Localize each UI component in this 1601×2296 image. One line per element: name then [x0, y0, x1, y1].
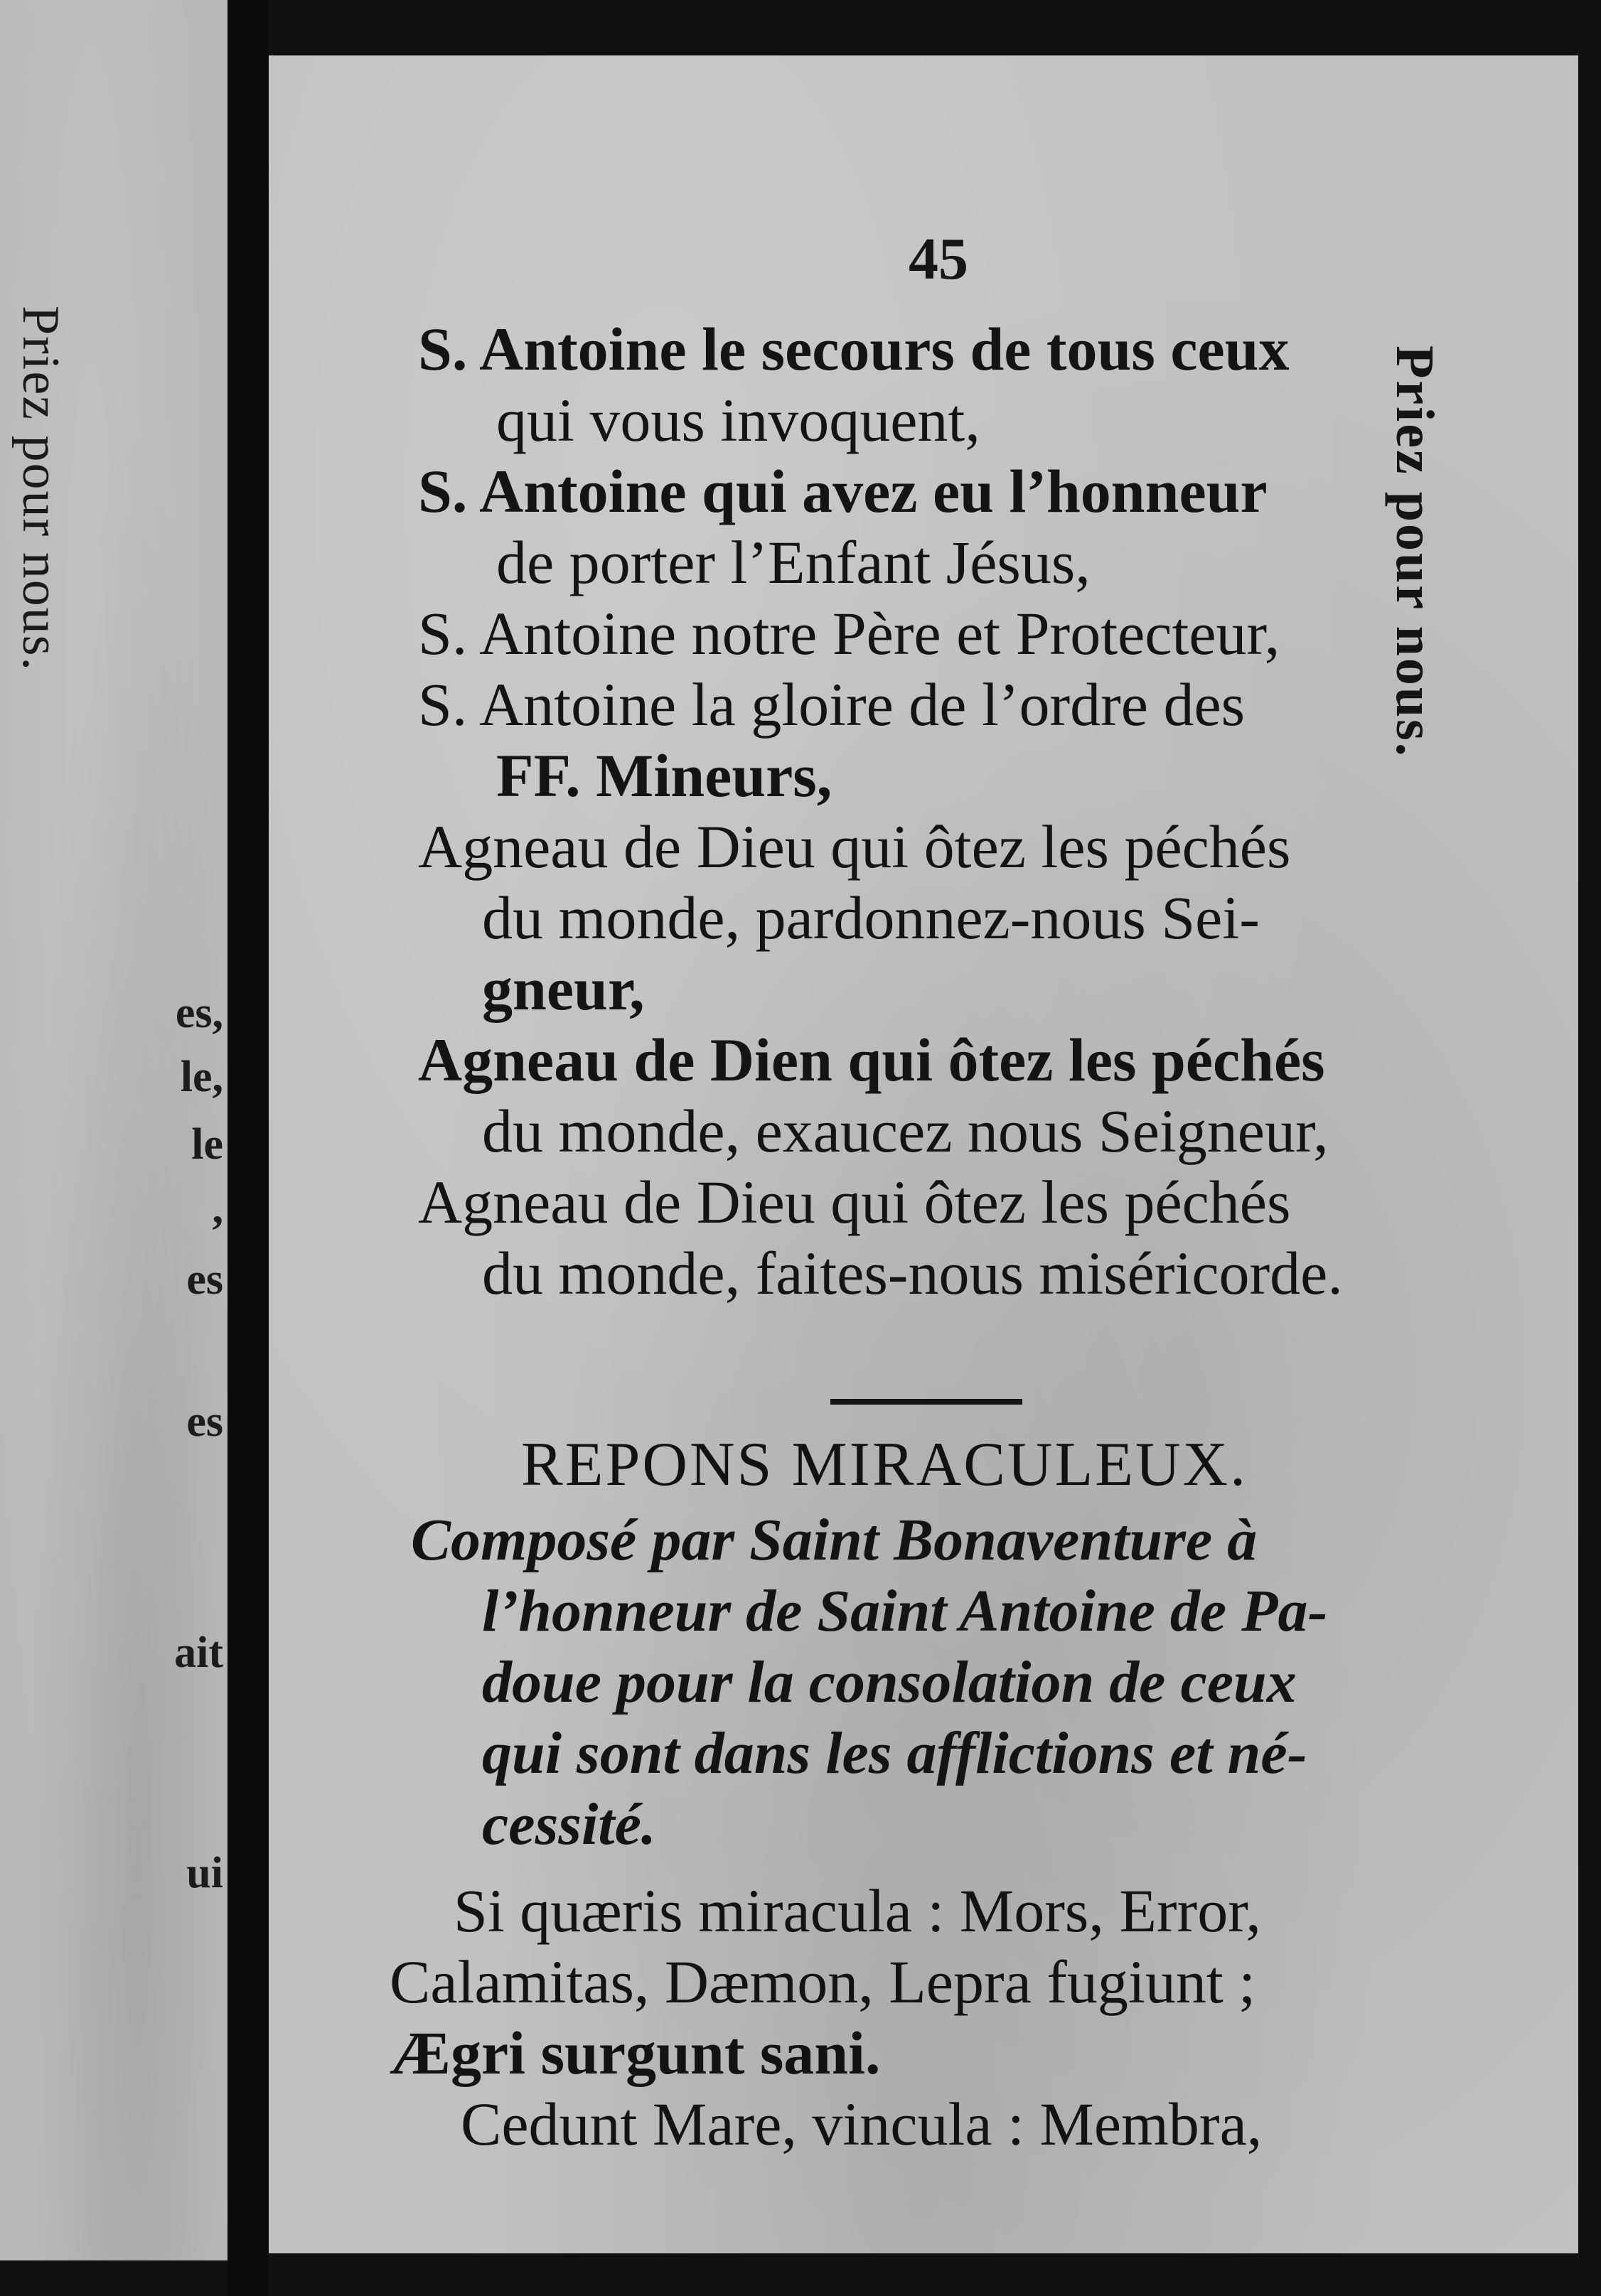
litany-line: S. Antoine la gloire de l’ordre des — [418, 670, 1246, 739]
litany-line: Agneau de Dien qui ôtez les péchés — [418, 1026, 1325, 1094]
latin-line: Ægri surgunt sani. — [390, 2019, 881, 2087]
left-page-fragment: ait — [174, 1629, 223, 1677]
caption-line: doue pour la consolation de ceux — [482, 1649, 1297, 1715]
running-head: Priez pour nous. — [1385, 345, 1445, 758]
litany-line: Agneau de Dieu qui ôtez les péchés — [418, 812, 1291, 881]
latin-line: Cedunt Mare, vincula : Membra, — [461, 2090, 1263, 2158]
page-gutter — [227, 0, 269, 2296]
left-running-head: Priez pour nous. — [11, 306, 70, 672]
litany-line: Agneau de Dieu qui ôtez les péchés — [418, 1168, 1291, 1236]
left-page-fragment: le — [191, 1120, 223, 1169]
page-number: 45 — [909, 226, 968, 292]
litany-line: du monde, exaucez nous Seigneur, — [482, 1097, 1329, 1165]
litany-line: S. Antoine le secours de tous ceux — [418, 315, 1290, 383]
left-page-edge — [0, 0, 227, 2260]
latin-line: Calamitas, Dæmon, Lepra fugiunt ; — [390, 1948, 1256, 2016]
latin-line: Si quæris miracula : Mors, Error, — [454, 1877, 1261, 1945]
left-page-fragment: , — [212, 1184, 223, 1233]
litany-line: S. Antoine qui avez eu l’honneur — [418, 457, 1268, 525]
litany-line: gneur, — [482, 955, 645, 1023]
main-page — [269, 55, 1578, 2253]
section-divider-rule — [830, 1399, 1022, 1405]
caption-line: qui sont dans les afflictions et né- — [482, 1720, 1307, 1786]
left-page-fragment: es — [186, 1398, 223, 1446]
litany-line: FF. Mineurs, — [496, 741, 832, 810]
left-page-fragment: le, — [180, 1053, 223, 1101]
litany-line: qui vous invoquent, — [496, 386, 980, 454]
caption-line: l’honneur de Saint Antoine de Pa- — [482, 1578, 1328, 1644]
left-page-fragment: es, — [175, 989, 223, 1037]
section-heading: REPONS MIRACULEUX. — [521, 1430, 1248, 1499]
left-page-fragment: ui — [186, 1849, 223, 1897]
litany-line: de porter l’Enfant Jésus, — [496, 528, 1091, 596]
litany-line: du monde, faites-nous miséricorde. — [482, 1239, 1343, 1307]
left-page-fragment: es — [186, 1255, 223, 1304]
litany-line: S. Antoine notre Père et Protecteur, — [418, 599, 1280, 667]
caption-line: cessité. — [482, 1791, 656, 1857]
caption-line: Composé par Saint Bonaventure à — [411, 1507, 1258, 1573]
litany-line: du monde, pardonnez-nous Sei- — [482, 884, 1260, 952]
